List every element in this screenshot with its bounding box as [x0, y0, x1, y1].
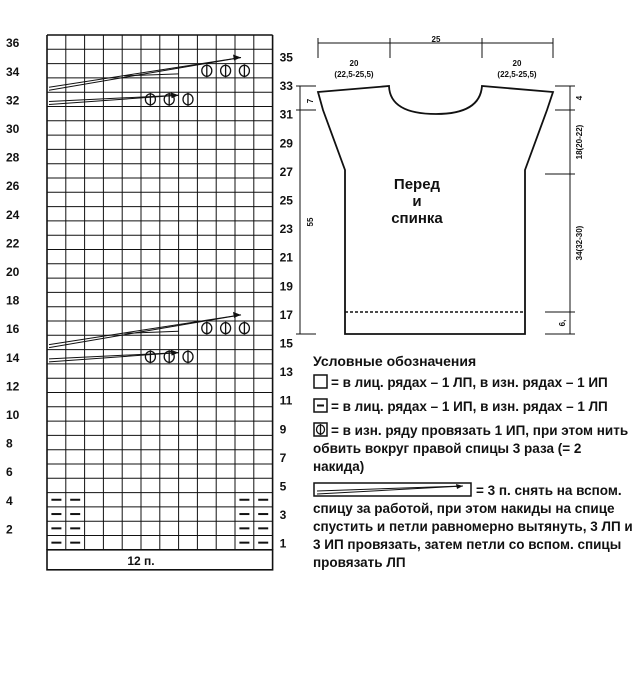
row-label-right: 5	[279, 479, 287, 494]
row-label-right: 25	[279, 193, 293, 208]
legend-item-knit	[313, 374, 633, 392]
dim-top-width: 25	[431, 35, 441, 44]
dim-armhole: 18(20-22)	[575, 124, 584, 160]
cable-arrow-icon	[313, 482, 473, 497]
row-label-right: 13	[279, 365, 293, 380]
dim-body-length: 34(32-30)	[575, 225, 584, 261]
row-label-right: 1	[279, 536, 287, 551]
dim-neck-depth: 7	[306, 98, 315, 104]
legend-item-cable	[313, 482, 633, 572]
dim-total-length: 55	[306, 217, 315, 227]
dim-shoulder-left-sizes: (22,5-25,5)	[334, 70, 374, 79]
row-label-left: 20	[6, 264, 20, 279]
row-label-left: 2	[6, 522, 13, 537]
row-label-left: 6	[6, 465, 13, 480]
dim-shoulder-right-sizes: (22,5-25,5)	[497, 70, 537, 79]
legend-item-purl-text: = в лиц. рядах – 1 ИП, в изн. рядах – 1 ЛП	[331, 399, 608, 414]
stitch-count-label: 12 п.	[127, 553, 155, 568]
row-label-right: 15	[279, 336, 293, 351]
legend-item-cable-text: = 3 п. снять на вспом. спицу за работой, при этом накиды на спице спустить и петли равномерно вытянуть, 3 ЛП и 3 ИП провязать, затем петли со вспом. спицы провязать ЛП	[313, 483, 633, 570]
row-label-left: 14	[6, 350, 20, 365]
row-label-left: 32	[6, 93, 20, 108]
legend-item-wrap-text: = в изн. ряду провязать 1 ИП, при этом нить обвить вокруг правой спицы 3 раза (= 2 накида)	[313, 423, 629, 474]
row-label-right: 33	[279, 79, 293, 94]
row-label-right: 21	[279, 250, 293, 265]
row-label-right: 9	[279, 422, 287, 437]
garment-title-line1: Перед	[393, 176, 441, 193]
row-label-right: 3	[279, 508, 287, 523]
wrapped-stitch-icon	[313, 422, 328, 437]
dim-hem: 6,	[558, 319, 567, 327]
row-label-left: 24	[6, 207, 20, 222]
row-label-right: 11	[279, 393, 293, 408]
row-label-right: 27	[279, 164, 293, 179]
row-label-right: 29	[279, 136, 293, 151]
legend-item-wrap	[313, 422, 633, 476]
row-label-left: 26	[6, 179, 20, 194]
dim-shoulder-drop: 4	[575, 95, 584, 101]
row-label-right: 23	[279, 222, 293, 237]
cable-arrowhead	[171, 350, 179, 356]
row-label-right: 31	[279, 107, 293, 122]
legend-item-purl	[313, 398, 633, 416]
stitch-count-box	[47, 550, 273, 570]
empty-cell-icon	[313, 374, 328, 389]
legend-item-knit-text: = в лиц. рядах – 1 ЛП, в изн. рядах – 1 ИП	[331, 375, 608, 390]
row-label-right: 35	[279, 50, 293, 65]
row-label-left: 22	[6, 236, 20, 251]
row-label-right: 7	[279, 450, 287, 465]
row-label-left: 30	[6, 121, 20, 136]
row-label-left: 34	[6, 64, 20, 79]
garment-title-line2: и	[412, 193, 422, 210]
dim-shoulder-left: 20	[349, 59, 359, 68]
cable-line	[49, 353, 179, 359]
row-label-left: 36	[6, 36, 20, 51]
row-label-right: 17	[279, 307, 293, 322]
dash-cell-icon	[313, 398, 328, 413]
legend-title: Условные обозначения	[313, 353, 477, 369]
garment-title	[372, 176, 462, 227]
row-label-right: 19	[279, 279, 293, 294]
row-label-left: 4	[6, 493, 13, 508]
row-label-left: 16	[6, 322, 20, 337]
row-label-left: 18	[6, 293, 20, 308]
row-label-left: 10	[6, 407, 20, 422]
row-label-left: 12	[6, 379, 20, 394]
garment-title-line3: спинка	[391, 210, 443, 227]
dim-shoulder-right: 20	[512, 59, 522, 68]
row-label-left: 8	[6, 436, 13, 451]
legend	[313, 352, 633, 578]
row-label-left: 28	[6, 150, 20, 165]
